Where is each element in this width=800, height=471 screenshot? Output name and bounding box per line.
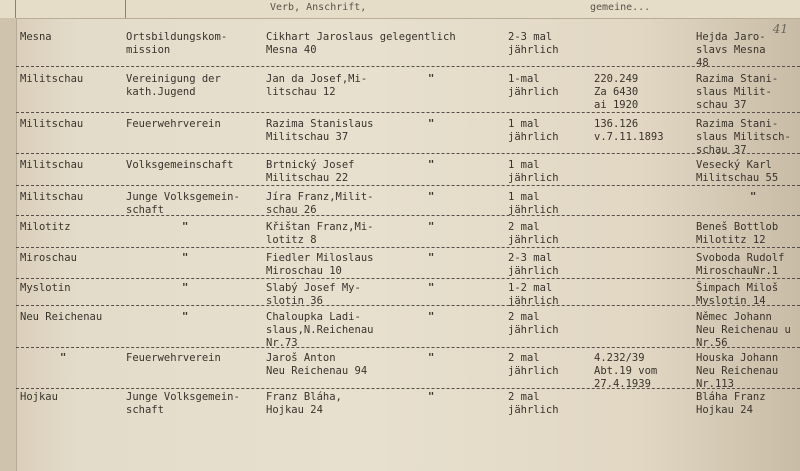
ditto-mark: " [428,391,435,403]
contact-cell: Razima Stani- slaus Militsch- schau 37 [696,118,791,156]
place-cell: Neu Reichenau [20,311,103,323]
row-separator [16,247,800,248]
leader-cell: Jaroš Anton Neu Reichenau 94 [266,352,368,377]
leader-cell: Brtnický Josef Militschau 22 [266,159,355,184]
registration-cell: 220.249 Za 6430 ai 1920 [594,73,639,111]
organization-cell: Junge Volksgemein- schaft [126,391,240,416]
row-separator [16,388,800,389]
frequency-cell: 1 mal jährlich [508,191,559,216]
leader-cell: Chaloupka Ladi- slaus,N.Reichenau Nr.73 [266,311,374,349]
leader-cell: Razima Stanislaus Militschau 37 [266,118,374,143]
leader-cell: Křištan Franz,Mi- lotitz 8 [266,221,374,246]
fragment-text: Verb, Anschrift, [270,2,367,13]
place-cell: Militschau [20,73,84,85]
row-separator [16,66,800,67]
registration-cell: 136.126 v.7.11.1893 [594,118,664,143]
ditto-mark: " [428,311,435,323]
row-separator [16,185,800,186]
leader-cell: Slabý Josef My- slotin 36 [266,282,361,307]
page-number: 41 [772,22,788,36]
organization-cell: Feuerwehrverein [126,118,221,130]
place-cell: Hojkau [20,391,58,403]
organization-cell: Junge Volksgemein- schaft [126,191,240,216]
row-separator [16,278,800,279]
contact-cell: Beneš Bottlob Milotitz 12 [696,221,779,246]
organization-cell: " [182,311,189,323]
column-rule [15,0,16,18]
contact-cell: Šimpach Miloš Myslotin 14 [696,282,779,307]
place-cell: Myslotin [20,282,71,294]
binding-edge [0,18,17,471]
contact-cell: Svoboda Rudolf MiroschauNr.1 [696,252,785,277]
place-cell: Milotitz [20,221,71,233]
place-cell: Militschau [20,191,84,203]
frequency-cell: 1-mal jährlich [508,73,559,98]
header-cell: Cikhart Jaroslaus gelegentlich Mesna 40 [266,31,456,56]
row-separator [16,347,800,348]
row-separator [16,305,800,306]
ditto-mark: " [428,252,435,264]
registration-cell: 4.232/39 Abt.19 vom 27.4.1939 [594,352,658,390]
frequency-cell: 1-2 mal jährlich [508,282,559,307]
table-row [16,391,800,419]
ditto-mark: " [428,352,435,364]
organization-cell: Vereinigung der kath.Jugend [126,73,221,98]
contact-cell: Němec Johann Neu Reichenau u Nr.56 [696,311,791,349]
table-row [16,221,800,248]
header-cell: Mesna [20,31,52,43]
leader-cell: Franz Bláha, Hojkau 24 [266,391,342,416]
place-cell: Militschau [20,118,84,130]
table-row [16,159,800,186]
frequency-cell: 2-3 mal jährlich [508,252,559,277]
row-separator [16,112,800,113]
ditto-mark: " [428,118,435,130]
leader-cell: Jíra Franz,Milit- schau 26 [266,191,374,216]
ditto-mark: " [428,221,435,233]
previous-page-strip [0,0,800,19]
frequency-cell: 2 mal jährlich [508,391,559,416]
contact-cell: " [750,191,757,203]
table-row [16,73,800,113]
column-rule [125,0,126,18]
organization-cell: Feuerwehrverein [126,352,221,364]
table-row [16,118,800,154]
table-row [16,191,800,216]
contact-cell: Razima Stani- slaus Milit- schau 37 [696,73,779,111]
leader-cell: Jan da Josef,Mi- litschau 12 [266,73,368,98]
row-separator [16,153,800,154]
place-cell: Militschau [20,159,84,171]
frequency-cell: 2 mal jährlich [508,311,559,336]
frequency-cell: 2 mal jährlich [508,221,559,246]
table-row [16,352,800,389]
leader-cell: Fiedler Miloslaus Miroschau 10 [266,252,374,277]
organization-cell: " [182,221,189,233]
contact-cell: Houska Johann Neu Reichenau Nr.113 [696,352,779,390]
organization-cell: " [182,282,189,294]
contact-cell: Vesecký Karl Militschau 55 [696,159,779,184]
organization-cell: " [182,252,189,264]
contact-cell: Bláha Franz Hojkau 24 [696,391,766,416]
header-row [16,31,800,67]
header-cell: 2-3 mal jährlich [508,31,559,56]
table-row [16,311,800,348]
ditto-mark: " [428,73,435,85]
header-cell: Hejda Jaro- slavs Mesna 48 [696,31,766,69]
frequency-cell: 1 mal jährlich [508,118,559,143]
ditto-mark: " [428,191,435,203]
ditto-mark: " [428,282,435,294]
fragment-text: gemeine... [590,2,651,13]
frequency-cell: 2 mal jährlich [508,352,559,377]
ditto-mark: " [428,159,435,171]
place-cell: " [60,352,67,364]
table-row [16,252,800,279]
frequency-cell: 1 mal jährlich [508,159,559,184]
header-cell: Ortsbildungskom- mission [126,31,228,56]
row-separator [16,215,800,216]
organization-cell: Volksgemeinschaft [126,159,234,171]
place-cell: Miroschau [20,252,77,264]
table-row [16,282,800,306]
